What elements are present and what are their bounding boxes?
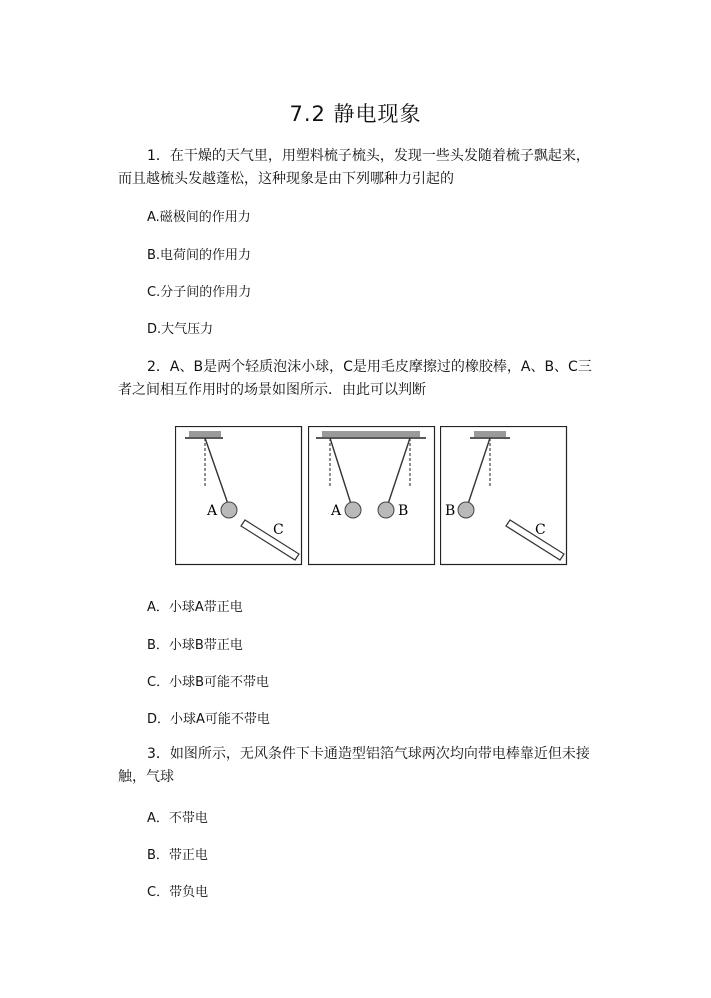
q2-option-c: C．小球B可能不带电	[147, 675, 269, 690]
page-title: 7.2 静电现象	[289, 102, 422, 126]
figure-panel-1	[175, 426, 303, 566]
q2-option-a: A．小球A带正电	[147, 600, 243, 615]
rod-label: C	[273, 522, 284, 538]
ball-label: B	[445, 503, 456, 519]
ball-label: A	[207, 503, 218, 519]
question-3-stem: 3．如图所示，无风条件下卡通造型铝箔气球两次均向带电棒靠近但未接触，气球	[118, 746, 590, 785]
figure-panel-3	[440, 426, 568, 566]
rod-label: C	[535, 522, 546, 538]
q3-option-c: C．带负电	[147, 885, 209, 900]
ball-left-label: A	[331, 503, 342, 519]
q2-option-b: B．小球B带正电	[147, 638, 243, 653]
q3-option-a: A．不带电	[147, 811, 208, 826]
q1-option-a: A.磁极间的作用力	[147, 210, 251, 225]
question-1-stem: 1．在干燥的天气里，用塑料梳子梳头，发现一些头发随着梳子飘起来，而且越梳头发越蓬松，这种现象是由下列哪种力引起的	[118, 148, 590, 187]
ceiling-hatch	[322, 431, 420, 437]
q1-option-b: B.电荷间的作用力	[147, 248, 252, 263]
ceiling-hatch	[189, 431, 221, 437]
question-2-stem: 2．A、B是两个轻质泡沫小球，C是用毛皮摩擦过的橡胶棒，A、B、C三者之间相互作用时的场景如图所示．由此可以判断	[118, 359, 592, 398]
ball-right-label: B	[398, 503, 409, 519]
q1-option-c: C.分子间的作用力	[147, 285, 252, 300]
q3-option-b: B．带正电	[147, 848, 208, 863]
q1-option-d: D.大气压力	[147, 322, 214, 337]
ball-b	[378, 502, 394, 518]
q2-option-d: D．小球A可能不带电	[147, 712, 270, 727]
ball-a	[345, 502, 361, 518]
ceiling-hatch	[474, 431, 506, 437]
ball-b	[458, 502, 474, 518]
ball-a	[221, 502, 237, 518]
figure-panel-2	[308, 426, 436, 566]
